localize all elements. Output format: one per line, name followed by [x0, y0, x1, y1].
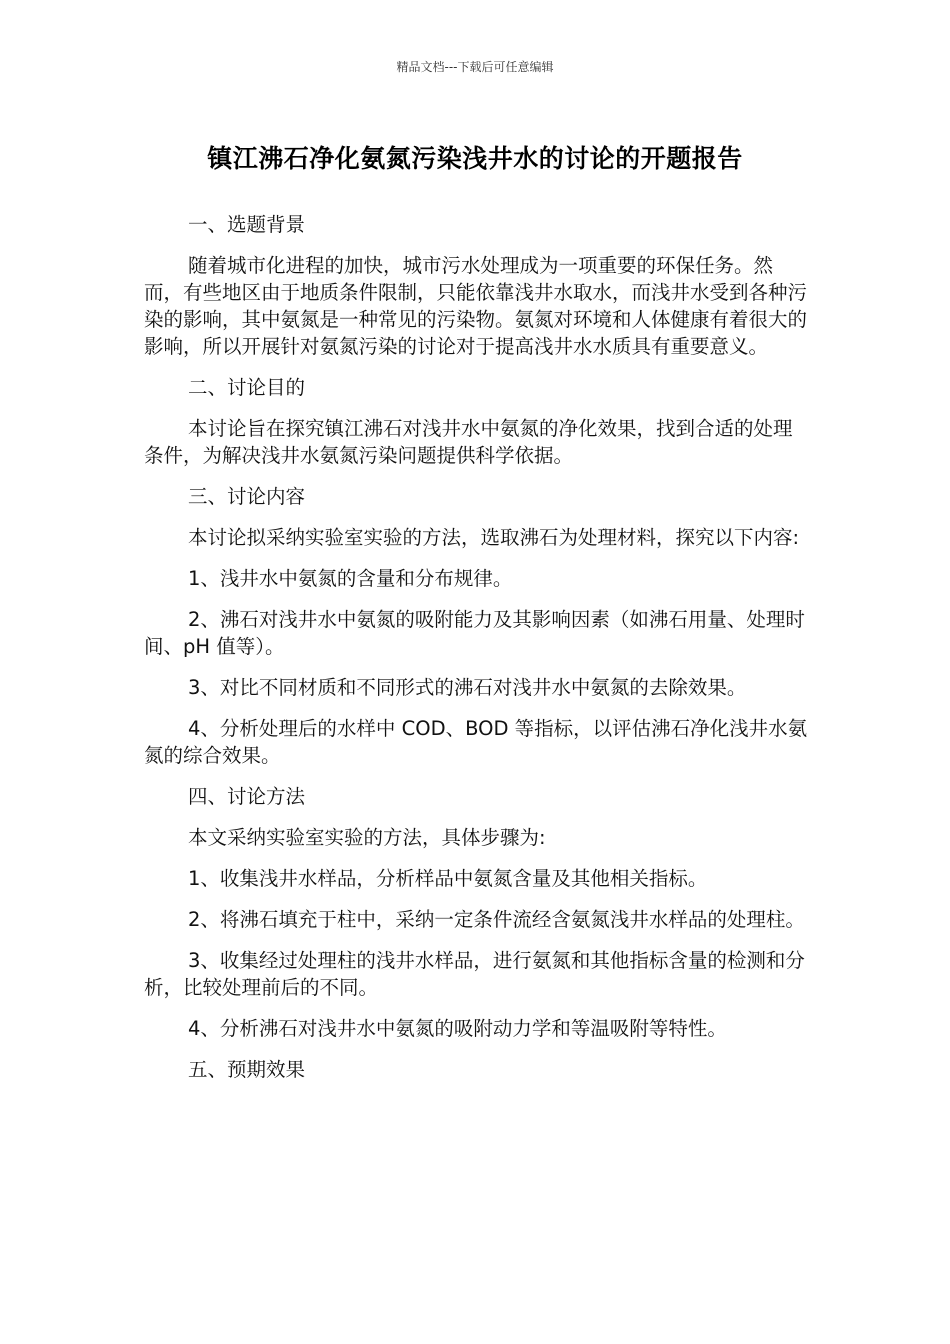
paragraph-method-intro: 本文采纳实验室实验的方法，具体步骤为: [188, 826, 546, 849]
section-heading-background: 一、选题背景 [188, 213, 306, 236]
document-body [144, 211, 808, 1097]
list-item: 4、分析沸石对浅井水中氨氮的吸附动力学和等温吸附等特性。 [188, 1017, 727, 1040]
section-heading-expected-results: 五、预期效果 [188, 1058, 306, 1081]
list-item: 2、将沸石填充于柱中，采纳一定条件流经含氨氮浅井水样品的处理柱。 [188, 908, 805, 931]
section-heading-method: 四、讨论方法 [188, 785, 306, 808]
list-item: 4、分析处理后的水样中 COD、BOD 等指标，以评估沸石净化浅井水氨氮的综合效果。 [144, 717, 808, 767]
paragraph-purpose: 本讨论旨在探究镇江沸石对浅井水中氨氮的净化效果，找到合适的处理条件，为解决浅井水氨氮污染问题提供科学依据。 [144, 417, 793, 467]
section-heading-content: 三、讨论内容 [188, 485, 306, 508]
list-item: 1、浅井水中氨氮的含量和分布规律。 [188, 567, 513, 590]
section-heading-purpose: 二、讨论目的 [188, 376, 306, 399]
paragraph-content-intro: 本讨论拟采纳实验室实验的方法，选取沸石为处理材料，探究以下内容: [188, 526, 800, 549]
list-item: 2、沸石对浅井水中氨氮的吸附能力及其影响因素（如沸石用量、处理时间、pH 值等）。 [144, 608, 805, 658]
list-item: 1、收集浅井水样品，分析样品中氨氮含量及其他相关指标。 [188, 867, 708, 890]
list-item: 3、收集经过处理柱的浅井水样品，进行氨氮和其他指标含量的检测和分析，比较处理前后的不同。 [144, 949, 805, 999]
list-item: 3、对比不同材质和不同形式的沸石对浅井水中氨氮的去除效果。 [188, 676, 747, 699]
paragraph-background: 随着城市化进程的加快，城市污水处理成为一项重要的环保任务。然而，有些地区由于地质条件限制，只能依靠浅井水取水，而浅井水受到各种污染的影响，其中氨氮是一种常见的污染物。氨氮对环境和人体健康有着很大的影响，所以开展针对氨氮污染的讨论对于提高浅井水水质具有重要意义。 [144, 254, 808, 358]
page-header: 精品文档---下载后可任意编辑 [396, 60, 554, 74]
document-title: 镇江沸石净化氨氮污染浅井水的讨论的开题报告 [207, 144, 743, 173]
